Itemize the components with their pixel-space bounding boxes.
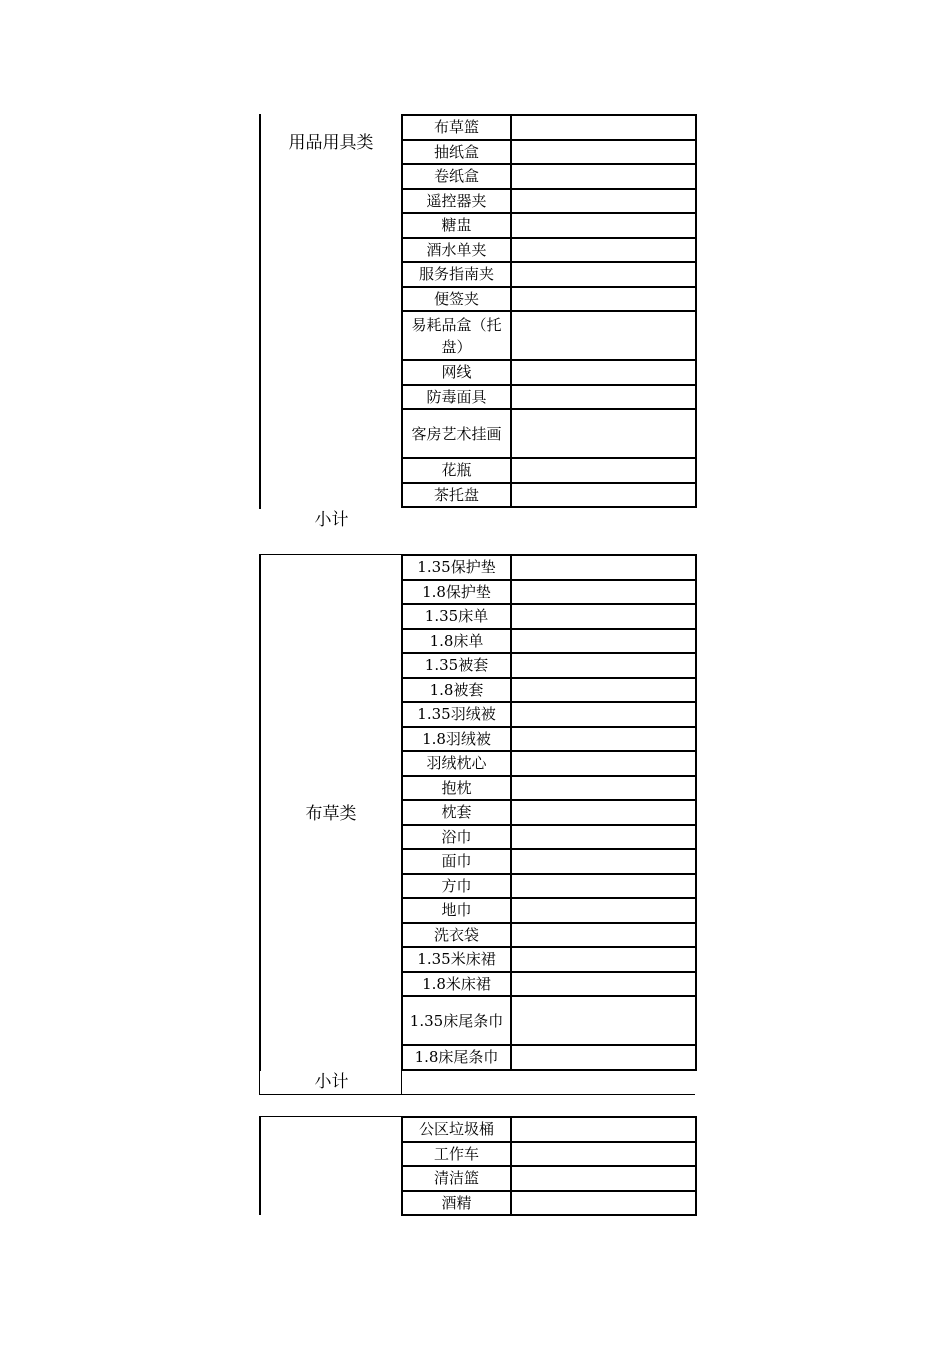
table-row: [402, 262, 696, 287]
table-row: [402, 604, 696, 629]
table-row: [402, 238, 696, 263]
table-row: [402, 898, 696, 923]
table-row: [402, 800, 696, 825]
item-value-cell[interactable]: [511, 1045, 696, 1070]
table-row: [402, 849, 696, 874]
item-value-cell[interactable]: [511, 972, 696, 997]
item-name-cell: 防毒面具: [402, 385, 511, 410]
item-value-cell[interactable]: [511, 140, 696, 165]
table-row: [402, 972, 696, 997]
item-value-cell[interactable]: [511, 164, 696, 189]
item-value-cell[interactable]: [511, 189, 696, 214]
item-value-cell[interactable]: [511, 776, 696, 801]
table-row: [402, 115, 696, 140]
items-table-2: [401, 554, 697, 1071]
item-name-cell: 1.35床尾条巾: [402, 996, 511, 1045]
item-name-cell: 面巾: [402, 849, 511, 874]
item-name-cell: 糖盅: [402, 213, 511, 238]
item-value-cell[interactable]: [511, 213, 696, 238]
item-value-cell[interactable]: [511, 825, 696, 850]
category-label: 布草类: [305, 804, 357, 824]
item-name-cell: 羽绒枕心: [402, 751, 511, 776]
subtotal-label-2: 小计: [314, 1072, 349, 1092]
table-row: [402, 678, 696, 703]
item-value-cell[interactable]: [511, 555, 696, 580]
item-name-cell: 洗衣袋: [402, 923, 511, 948]
item-name-cell: 服务指南夹: [402, 262, 511, 287]
item-name-cell: 1.35羽绒被: [402, 702, 511, 727]
item-value-cell[interactable]: [511, 238, 696, 263]
item-name-cell: 酒水单夹: [402, 238, 511, 263]
item-name-cell: 客房艺术挂画: [402, 409, 511, 458]
item-value-cell[interactable]: [511, 385, 696, 410]
category-cell-1: [259, 114, 401, 509]
item-value-cell[interactable]: [511, 751, 696, 776]
item-name-cell: 布草篮: [402, 115, 511, 140]
item-name-cell: 浴巾: [402, 825, 511, 850]
item-name-cell: 网线: [402, 360, 511, 385]
item-value-cell[interactable]: [511, 483, 696, 508]
item-value-cell[interactable]: [511, 947, 696, 972]
item-value-cell[interactable]: [511, 727, 696, 752]
table-row: [402, 874, 696, 899]
category-cell-2: [259, 554, 401, 1071]
subtotal-label-1: 小计: [314, 510, 349, 530]
table-row: [402, 1045, 696, 1070]
table-row: [402, 555, 696, 580]
category-cell-3: [259, 1116, 401, 1215]
item-name-cell: 1.35保护垫: [402, 555, 511, 580]
subtotal-bottom-border: [259, 1094, 695, 1095]
table-row: [402, 727, 696, 752]
category-label: 用品用具类: [288, 133, 374, 153]
table-row: [402, 702, 696, 727]
table-row: [402, 1142, 696, 1167]
table-row: [402, 164, 696, 189]
table-row: [402, 360, 696, 385]
table-row: [402, 776, 696, 801]
item-name-cell: 茶托盘: [402, 483, 511, 508]
table-row: [402, 1191, 696, 1216]
table-row: [402, 311, 696, 360]
table-row: [402, 385, 696, 410]
table-row: [402, 213, 696, 238]
table-row: [402, 751, 696, 776]
item-value-cell[interactable]: [511, 898, 696, 923]
item-name-cell: 1.35米床裙: [402, 947, 511, 972]
item-value-cell[interactable]: [511, 874, 696, 899]
item-value-cell[interactable]: [511, 653, 696, 678]
item-value-cell[interactable]: [511, 702, 696, 727]
item-value-cell[interactable]: [511, 629, 696, 654]
item-value-cell[interactable]: [511, 1166, 696, 1191]
item-name-cell: 枕套: [402, 800, 511, 825]
table-row: [402, 580, 696, 605]
items-table-3: [401, 1116, 697, 1216]
item-name-cell: 地巾: [402, 898, 511, 923]
item-name-cell: 1.8保护垫: [402, 580, 511, 605]
item-name-cell: 1.35床单: [402, 604, 511, 629]
item-name-cell: 1.8米床裙: [402, 972, 511, 997]
table-row: [402, 409, 696, 458]
table-row: [402, 947, 696, 972]
items-table-1: [401, 114, 697, 508]
item-name-cell: 酒精: [402, 1191, 511, 1216]
table-row: [402, 140, 696, 165]
table-row: [402, 629, 696, 654]
item-value-cell[interactable]: [511, 458, 696, 483]
table-row: [402, 653, 696, 678]
item-value-cell[interactable]: [511, 1191, 696, 1216]
item-value-cell[interactable]: [511, 115, 696, 140]
item-value-cell[interactable]: [511, 996, 696, 1045]
item-value-cell[interactable]: [511, 287, 696, 312]
item-value-cell[interactable]: [511, 262, 696, 287]
table-row: [402, 483, 696, 508]
item-name-cell: 易耗品盒（托盘）: [402, 311, 511, 360]
item-value-cell[interactable]: [511, 1117, 696, 1142]
table-row: [402, 1166, 696, 1191]
item-name-cell: 抽纸盒: [402, 140, 511, 165]
item-name-cell: 卷纸盒: [402, 164, 511, 189]
item-name-cell: 1.8被套: [402, 678, 511, 703]
item-name-cell: 方巾: [402, 874, 511, 899]
item-name-cell: 1.8床尾条巾: [402, 1045, 511, 1070]
table-row: [402, 1117, 696, 1142]
table-row: [402, 996, 696, 1045]
table-row: [402, 825, 696, 850]
table-row: [402, 287, 696, 312]
item-name-cell: 1.8羽绒被: [402, 727, 511, 752]
item-name-cell: 公区垃圾桶: [402, 1117, 511, 1142]
item-value-cell[interactable]: [511, 604, 696, 629]
table-row: [402, 923, 696, 948]
item-name-cell: 花瓶: [402, 458, 511, 483]
item-name-cell: 1.35被套: [402, 653, 511, 678]
item-value-cell[interactable]: [511, 580, 696, 605]
item-name-cell: 抱枕: [402, 776, 511, 801]
item-value-cell[interactable]: [511, 360, 696, 385]
item-name-cell: 1.8床单: [402, 629, 511, 654]
item-value-cell[interactable]: [511, 800, 696, 825]
item-name-cell: 工作车: [402, 1142, 511, 1167]
item-value-cell[interactable]: [511, 311, 696, 360]
item-value-cell[interactable]: [511, 1142, 696, 1167]
item-value-cell[interactable]: [511, 849, 696, 874]
item-value-cell[interactable]: [511, 923, 696, 948]
item-value-cell[interactable]: [511, 409, 696, 458]
item-name-cell: 便签夹: [402, 287, 511, 312]
item-name-cell: 遥控器夹: [402, 189, 511, 214]
table-row: [402, 458, 696, 483]
table-row: [402, 189, 696, 214]
item-name-cell: 清洁篮: [402, 1166, 511, 1191]
item-value-cell[interactable]: [511, 678, 696, 703]
